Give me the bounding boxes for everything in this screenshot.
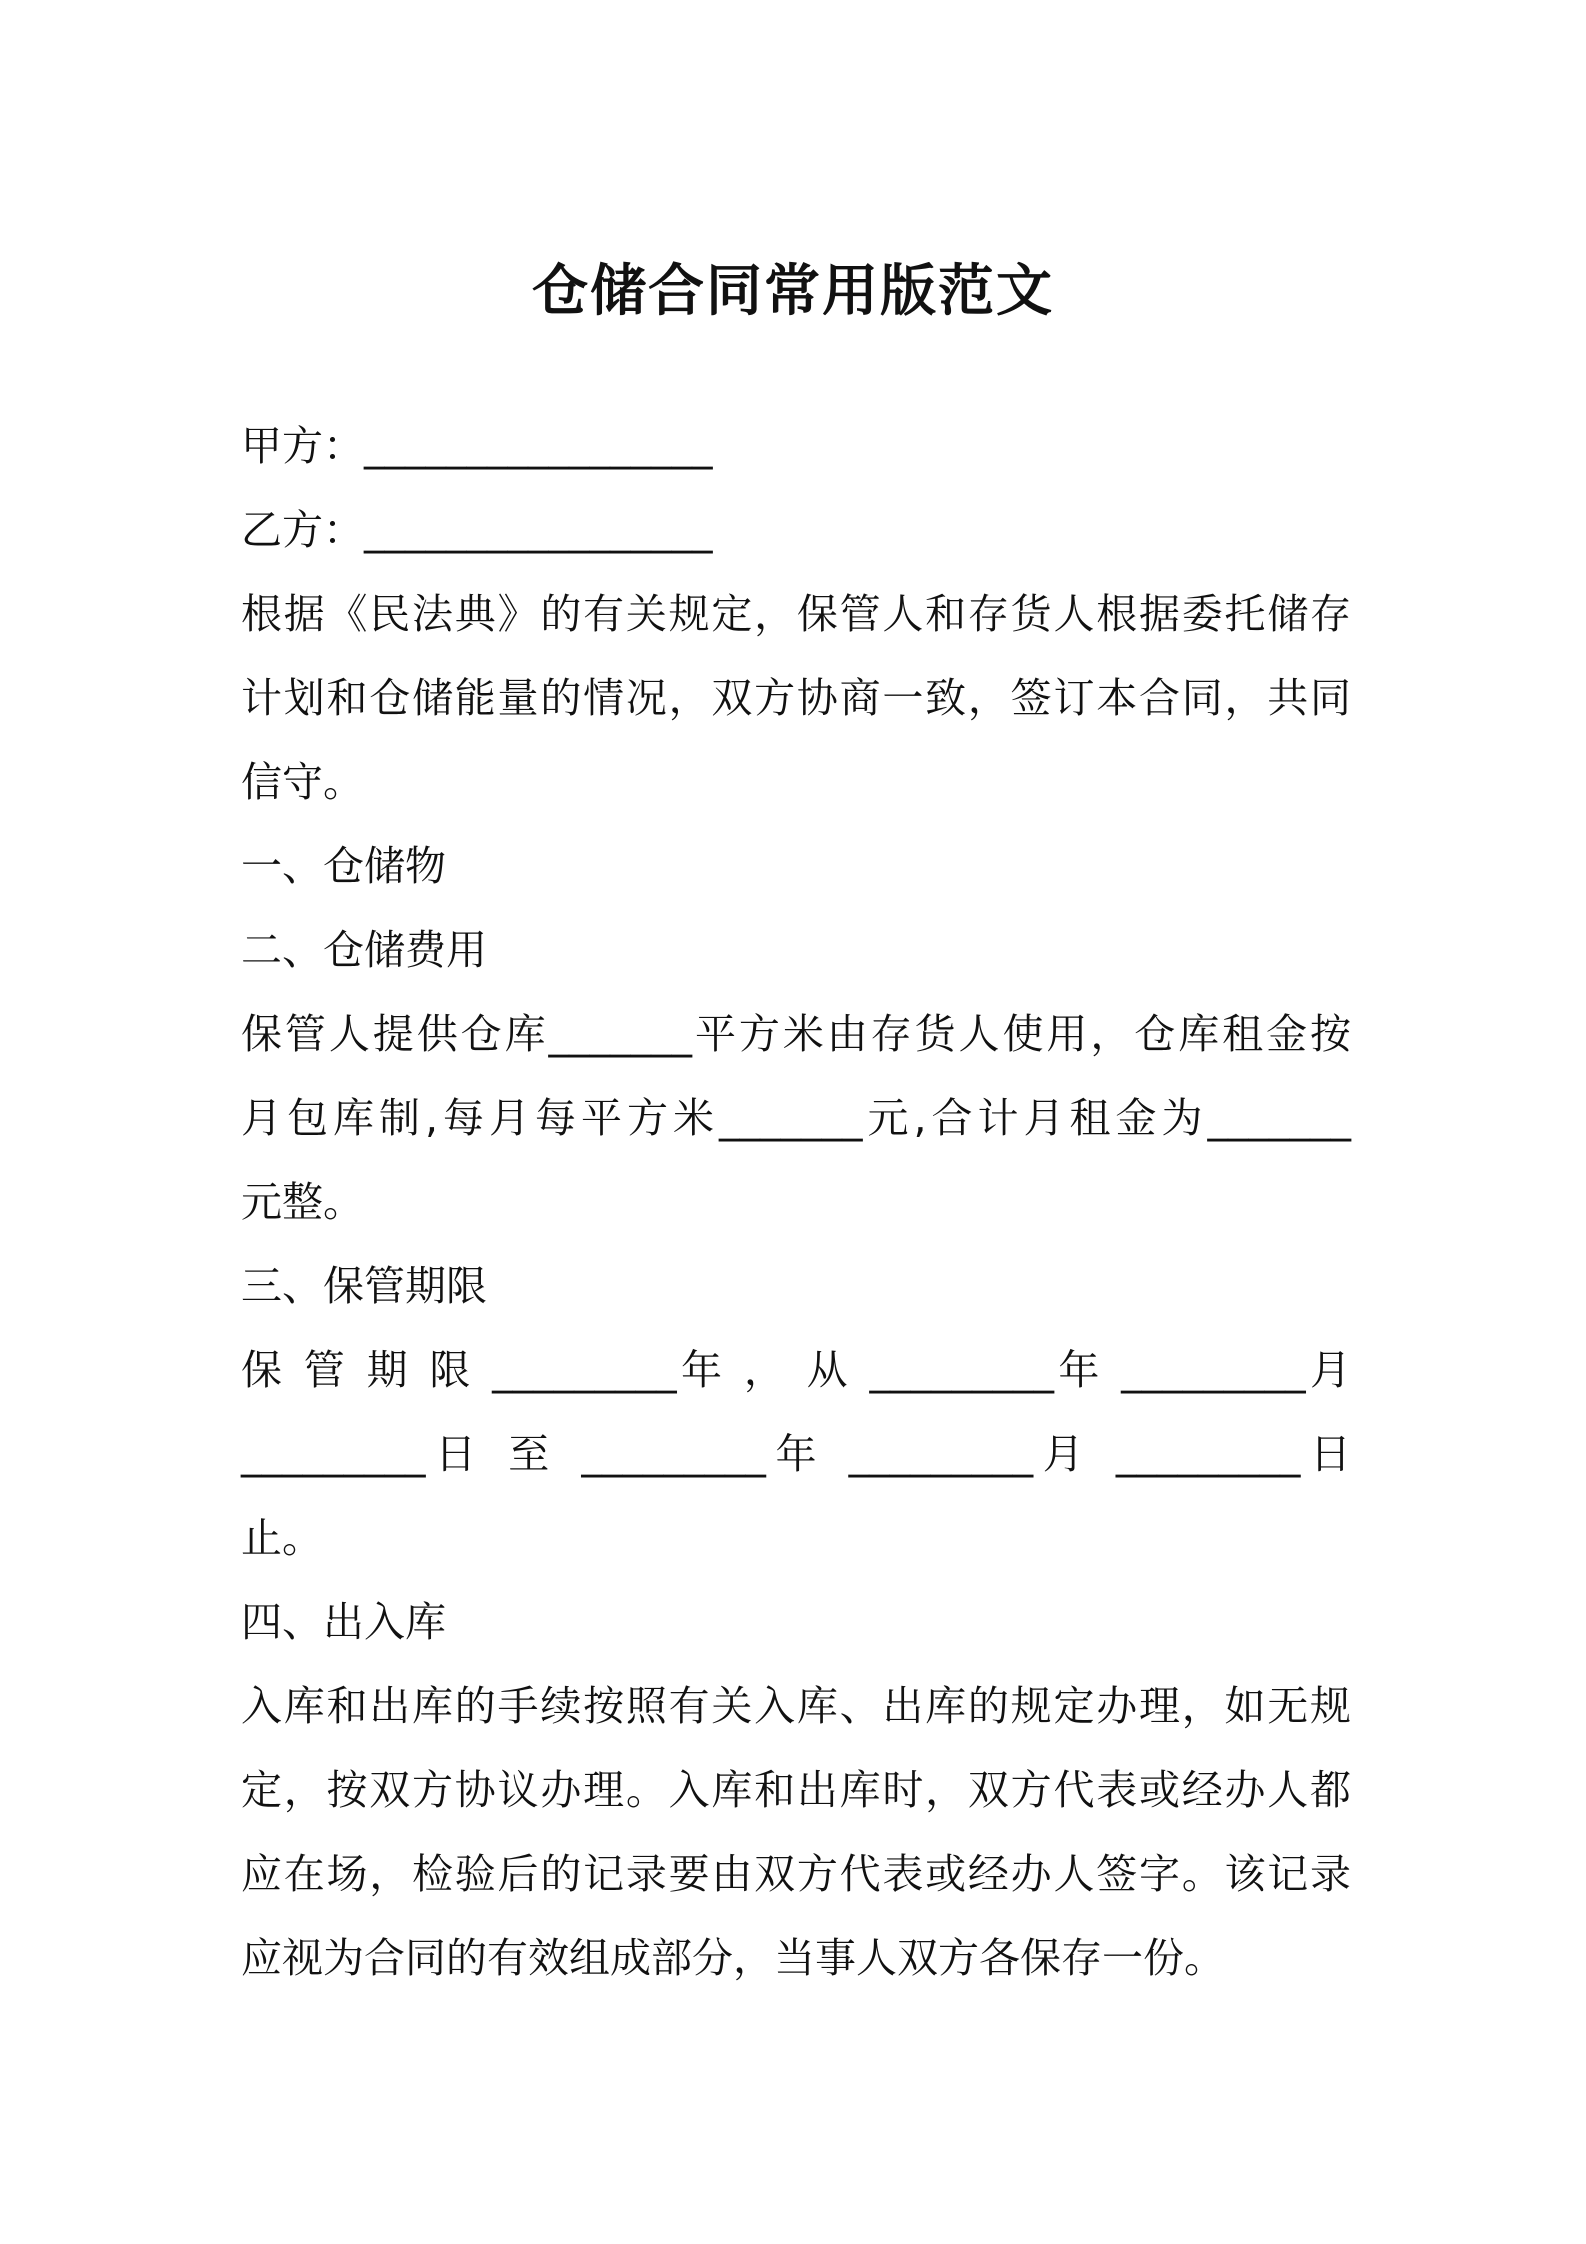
document-title: 仓储合同常用版范文 — [532, 259, 1054, 324]
party-b-line: 乙方：_________________ — [241, 506, 713, 554]
document-body — [241, 404, 1351, 2000]
preamble-line: 计划和仓储能量的情况，双方协商一致，签订本合同，共同 — [241, 674, 1351, 722]
section-heading: 三、保管期限 — [241, 1262, 487, 1310]
storage-clause-line: 应视为合同的有效组成部分，当事人双方各保存一份。 — [241, 1934, 1225, 1982]
section-heading: 一、仓储物 — [241, 842, 446, 890]
storage-clause-line: 入库和出库的手续按照有关入库、出库的规定办理，如无规 — [241, 1682, 1351, 1730]
preamble-line: 根据《民法典》的有关规定，保管人和存货人根据委托储存 — [241, 590, 1351, 638]
fee-clause-line: 保管人提供仓库_______平方米由存货人使用，仓库租金按 — [241, 1010, 1351, 1058]
term-clause-line: 止。 — [241, 1514, 323, 1562]
section-heading: 四、出入库 — [241, 1598, 446, 1646]
storage-clause-line: 应在场，检验后的记录要由双方代表或经办人签字。该记录 — [241, 1850, 1351, 1898]
fee-clause-line: 元整。 — [241, 1178, 364, 1226]
term-clause-line: 保 管 期 限 _________年 ， 从 _________年 _________月 — [241, 1346, 1351, 1394]
storage-clause-line: 定，按双方协议办理。入库和出库时，双方代表或经办人都 — [241, 1766, 1351, 1814]
preamble-line: 信守。 — [241, 758, 364, 806]
section-heading: 二、仓储费用 — [241, 926, 487, 974]
fee-clause-line: 月包库制,每月每平方米_______元,合计月租金为_______ — [241, 1094, 1351, 1142]
term-clause-line: _________日 至 _________年 _________月 _________日 — [241, 1430, 1351, 1478]
party-a-line: 甲方：_________________ — [241, 422, 713, 470]
